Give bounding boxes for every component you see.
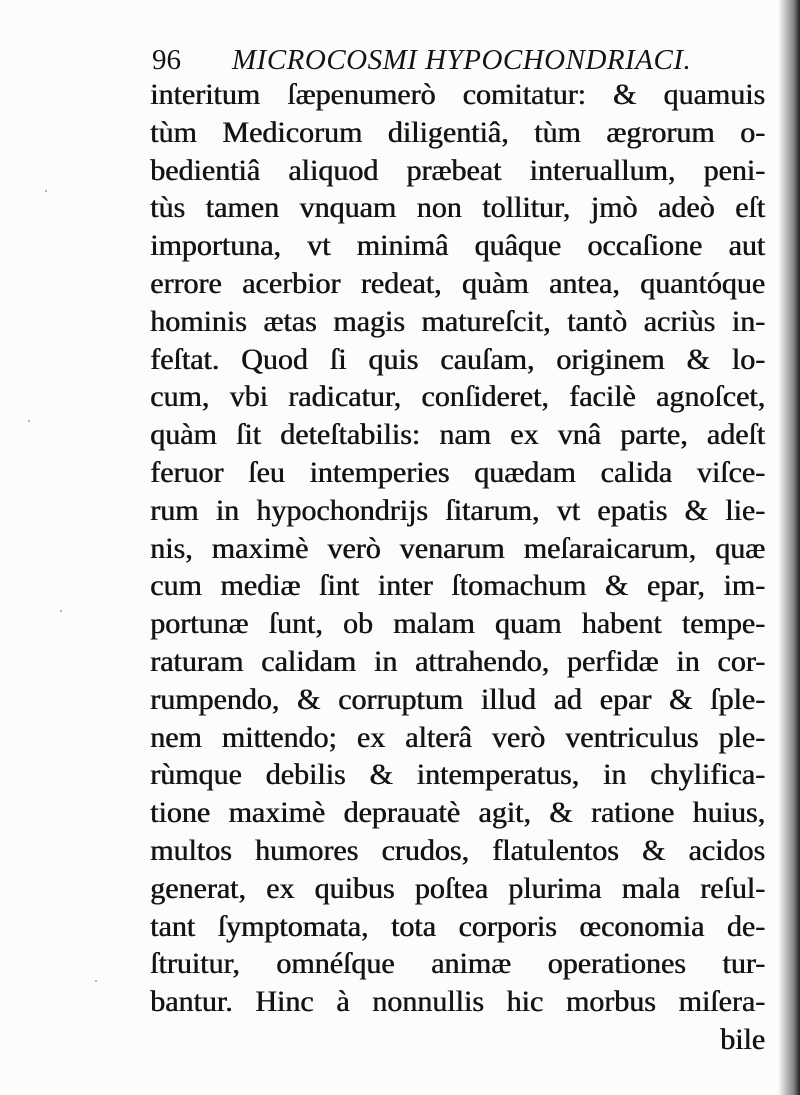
text-line: nis, maximè verò venarum meſaraicarum, quæ [150,531,765,565]
paper-speck [45,190,47,192]
text-line: importuna, vt minimâ quâque occaſione aut [150,229,765,263]
binding-shadow [778,0,800,1095]
text-line: tùm Medicorum diligentiâ, tùm ægrorum o- [150,115,765,149]
text-line: errore acerbior redeat, quàm antea, quantóque [150,266,765,300]
text-line: rùmque debilis & intemperatus, in chylifica- [150,758,765,792]
body-text [150,76,765,1059]
text-line: feſtat. Quod ſi quis cauſam, originem & lo- [150,342,765,376]
text-line: bantur. Hinc à nonnullis hic morbus miſera- [150,985,765,1019]
text-line: rum in hypochondrijs ſitarum, vt epatis & lie- [150,493,765,527]
text-line: rumpendo, & corruptum illud ad epar & ſple- [150,682,765,716]
text-line: cum, vbi radicatur, conſideret, facilè agnoſcet, [150,380,765,414]
text-line: hominis ætas magis matureſcit, tantò acriùs in- [150,304,765,338]
catchword: bile [720,1022,765,1056]
text-line: cum mediæ ſint inter ſtomachum & epar, im- [150,569,765,603]
page-number: 96 [152,44,181,76]
text-line: multos humores crudos, flatulentos & acidos [150,833,765,867]
paper-speck [95,980,97,982]
text-line: tione maximè deprauatè agit, & ratione huius, [150,796,765,830]
text-line: raturam calidam in attrahendo, perfidæ in cor- [150,644,765,678]
text-line: nem mittendo; ex alterâ verò ventriculus ple- [150,720,765,754]
paper-speck [28,420,30,422]
text-line: ſtruitur, omnéſque animæ operationes tur- [150,947,765,981]
text-line: tant ſymptomata, tota corporis œconomia de- [150,909,765,943]
text-line: quàm ſit deteſtabilis: nam ex vnâ parte, adeſt [150,418,765,452]
text-line: tùs tamen vnquam non tollitur, jmò adeò eſt [150,191,765,225]
text-line: generat, ex quibus poſtea plurima mala reſul- [150,871,765,905]
running-title: MICROCOSMI HYPOCHONDRIACI. [232,44,692,76]
text-line: interitum ſæpenumerò comitatur: & quamuis [150,78,765,111]
text-line: portunæ ſunt, ob malam quam habent tempe- [150,607,765,641]
paper-speck [60,610,62,612]
text-line: bedientiâ aliquod præbeat interuallum, peni- [150,153,765,187]
text-line: feruor ſeu intemperies quædam calida viſce- [150,455,765,489]
